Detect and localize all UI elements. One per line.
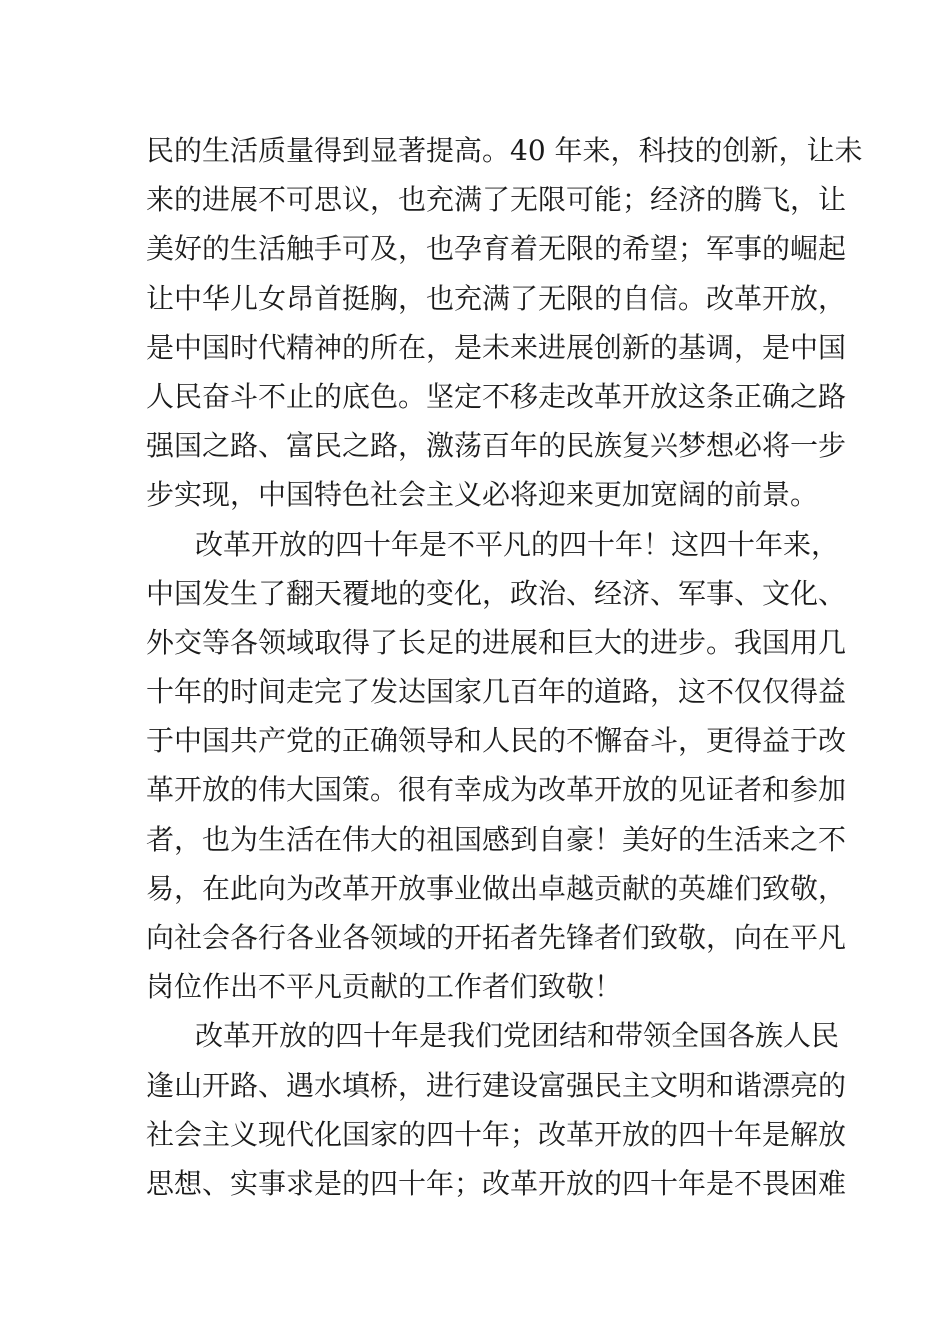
text-line: 人民奋斗不止的底色。坚定不移走改革开放这条正确之路 — [146, 379, 847, 413]
paragraph-1 — [146, 126, 863, 520]
text-line: 来的进展不可思议，也充满了无限可能；经济的腾飞，让 — [146, 183, 847, 217]
text-line: 思想、实事求是的四十年；改革开放的四十年是不畏困难 — [146, 1166, 847, 1200]
body-text — [146, 126, 863, 1208]
text-line: 岗位作出不平凡贡献的工作者们致敬！ — [146, 970, 623, 1004]
text-line: 强国之路、富民之路，激荡百年的民族复兴梦想必将一步 — [146, 429, 847, 463]
text-line: 中国发生了翻天覆地的变化，政治、经济、军事、文化、 — [146, 576, 847, 610]
paragraph-2 — [146, 520, 847, 1012]
text-line: 民的生活质量得到显著提高。40 年来，科技的创新，让未 — [146, 134, 863, 167]
text-line: 改革开放的四十年是我们党团结和带领全国各族人民 — [195, 1019, 840, 1053]
text-line: 逢山开路、遇水填桥，进行建设富强民主文明和谐漂亮的 — [146, 1068, 847, 1102]
text-line: 步实现，中国特色社会主义必将迎来更加宽阔的前景。 — [146, 478, 819, 512]
text-line: 美好的生活触手可及，也孕育着无限的希望；军事的崛起 — [146, 232, 847, 266]
text-line: 革开放的伟大国策。很有幸成为改革开放的见证者和参加 — [146, 773, 847, 807]
paragraph-3 — [146, 1011, 847, 1208]
text-line: 社会主义现代化国家的四十年；改革开放的四十年是解放 — [146, 1117, 847, 1151]
text-line: 者，也为生活在伟大的祖国感到自豪！美好的生活来之不 — [146, 822, 847, 856]
text-line: 于中国共产党的正确领导和人民的不懈奋斗，更得益于改 — [146, 724, 847, 758]
text-line: 易，在此向为改革开放事业做出卓越贡献的英雄们致敬， — [146, 871, 847, 905]
text-line: 是中国时代精神的所在，是未来进展创新的基调，是中国 — [146, 330, 847, 364]
text-line: 十年的时间走完了发达国家几百年的道路，这不仅仅得益 — [146, 675, 847, 709]
text-line: 外交等各领域取得了长足的进展和巨大的进步。我国用几 — [146, 625, 847, 659]
text-line: 向社会各行各业各领域的开拓者先锋者们致敬，向在平凡 — [146, 921, 847, 954]
text-line: 改革开放的四十年是不平凡的四十年！这四十年来， — [195, 527, 840, 561]
text-line: 让中华儿女昂首挺胸，也充满了无限的自信。改革开放， — [146, 281, 847, 315]
